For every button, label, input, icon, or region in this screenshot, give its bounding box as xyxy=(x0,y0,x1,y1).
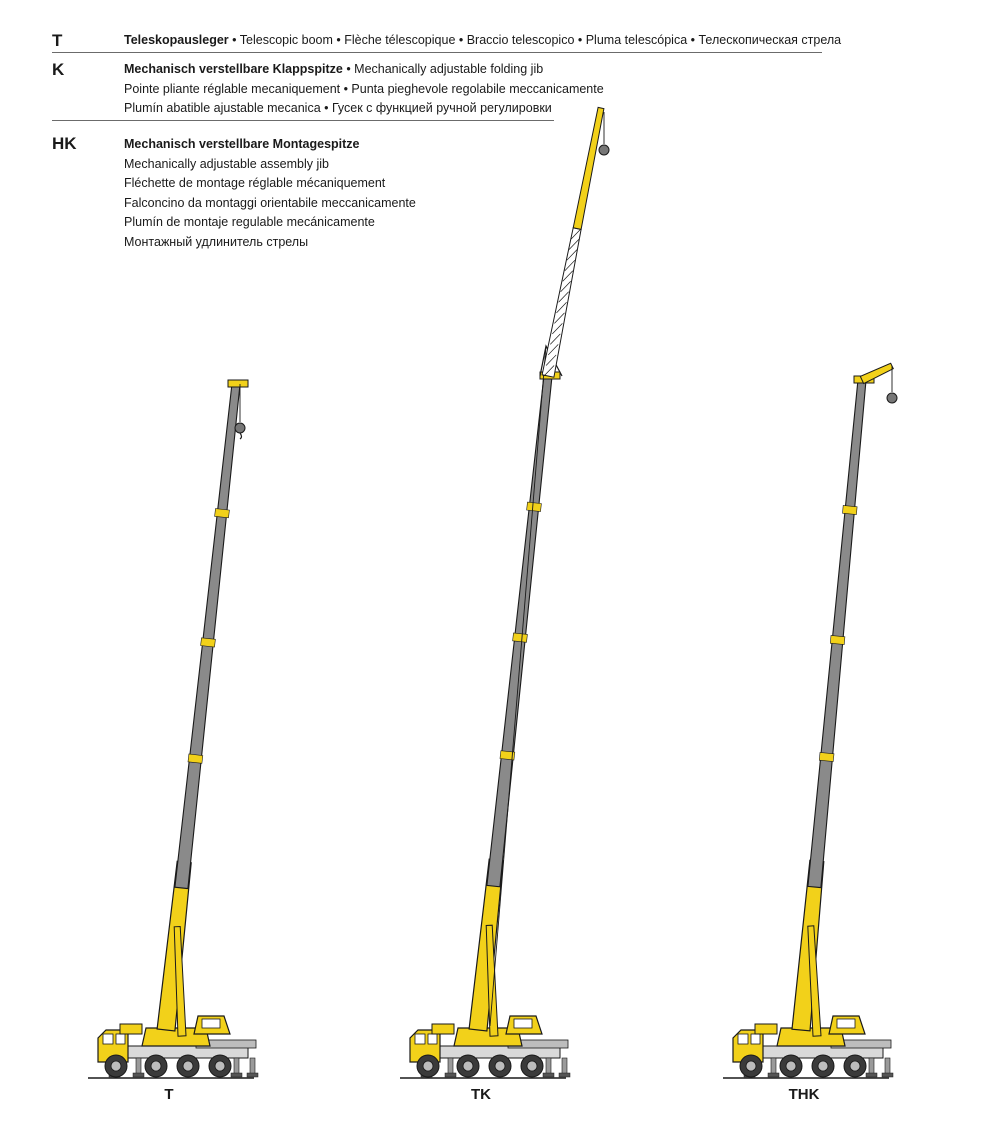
outrigger-pad xyxy=(543,1073,554,1077)
crane-label-thk: THK xyxy=(788,1086,820,1103)
cab-window xyxy=(103,1034,113,1044)
boom-joint xyxy=(819,752,834,761)
crane-label-t: T xyxy=(164,1086,174,1103)
crane-t xyxy=(88,380,258,1078)
hook xyxy=(240,433,242,439)
legend-line: Mechanically adjustable assembly jib xyxy=(124,156,329,171)
cab-window xyxy=(415,1034,425,1044)
outrigger-pad xyxy=(866,1073,877,1077)
counterweight xyxy=(755,1024,777,1034)
wheel-hub xyxy=(215,1061,225,1071)
outrigger-pad xyxy=(559,1073,570,1077)
legend-line: Plumín abatible ajustable mecanica • Гусек с функцией ручной регулировки xyxy=(124,101,552,115)
legend-code: K xyxy=(52,60,65,79)
boom-joint xyxy=(527,502,542,511)
outrigger-pad xyxy=(768,1073,779,1077)
outrigger-pad xyxy=(133,1073,144,1077)
jib-lattice xyxy=(542,228,581,377)
crane-cab-window xyxy=(837,1019,855,1028)
wheel-hub xyxy=(818,1061,828,1071)
boom-telescopic-section xyxy=(175,384,240,889)
legend-line: Pointe pliante réglable mecaniquement • Punta pieghevole regolabile meccanicamente xyxy=(124,81,604,96)
wheel-hub xyxy=(527,1061,537,1071)
hook-block xyxy=(235,423,245,433)
boom-head xyxy=(228,380,248,387)
hook-block xyxy=(887,393,897,403)
outrigger xyxy=(250,1058,255,1074)
boom-joint xyxy=(843,505,858,514)
outrigger xyxy=(869,1058,874,1074)
outrigger xyxy=(562,1058,567,1074)
outrigger xyxy=(546,1058,551,1074)
outrigger xyxy=(136,1058,141,1074)
outrigger xyxy=(771,1058,776,1074)
wheel-hub xyxy=(151,1061,161,1071)
wheel-hub xyxy=(463,1061,473,1071)
legend-rest: • Telescopic boom • Flèche télescopique • Braccio telescopico • Pluma telescópica • Телескопическая стрела xyxy=(228,33,842,47)
crane-thk xyxy=(723,363,897,1078)
outrigger-pad xyxy=(231,1073,242,1077)
outrigger xyxy=(234,1058,239,1074)
legend-line: Монтажный удлинитель стрелы xyxy=(124,234,309,249)
wheel-hub xyxy=(423,1061,433,1071)
crane-cab-window xyxy=(514,1019,532,1028)
wheel-hub xyxy=(746,1061,756,1071)
crane-label-tk: TK xyxy=(471,1086,491,1103)
wheel-hub xyxy=(111,1061,121,1071)
legend-bold: Mechanisch verstellbare Klappspitze xyxy=(124,62,343,76)
boom-joint xyxy=(201,638,216,647)
cab-window xyxy=(751,1034,760,1044)
boom-joint xyxy=(188,754,203,763)
boom-telescopic-section xyxy=(808,380,866,888)
counterweight xyxy=(432,1024,454,1034)
cab-window xyxy=(428,1034,437,1044)
cab-window xyxy=(738,1034,748,1044)
legend-line: Falconcino da montaggi orientabile meccanicamente xyxy=(124,195,416,210)
wheel-hub xyxy=(495,1061,505,1071)
legend-rest: • Mechanically adjustable folding jib xyxy=(342,62,544,76)
outrigger-pad xyxy=(882,1073,893,1077)
outrigger xyxy=(448,1058,453,1074)
legend-code: HK xyxy=(52,134,77,153)
wheel-hub xyxy=(786,1061,796,1071)
outrigger xyxy=(885,1058,890,1074)
wheel-hub xyxy=(183,1061,193,1071)
guy-line xyxy=(490,346,546,1026)
legend-code: T xyxy=(52,31,63,50)
legend-line: Plumín de montaje regulable mecánicamente xyxy=(124,215,375,229)
legend-line: Fléchette de montage réglable mécaniquement xyxy=(124,176,386,190)
outrigger-pad xyxy=(247,1073,258,1077)
counterweight xyxy=(120,1024,142,1034)
legend-bold: Mechanisch verstellbare Montagespitze xyxy=(124,137,360,151)
outrigger-pad xyxy=(445,1073,456,1077)
cab-window xyxy=(116,1034,125,1044)
jib-tip-section xyxy=(573,107,604,229)
crane-tk xyxy=(400,107,609,1078)
legend-bold: Teleskopausleger xyxy=(124,33,229,47)
boom-joint xyxy=(830,635,845,644)
boom-telescopic-section xyxy=(487,376,552,887)
hook-block xyxy=(599,145,609,155)
wheel-hub xyxy=(850,1061,860,1071)
boom-joint xyxy=(215,509,230,518)
boom-joint xyxy=(513,633,528,642)
assembly-jib xyxy=(860,363,893,383)
crane-cab-window xyxy=(202,1019,220,1028)
